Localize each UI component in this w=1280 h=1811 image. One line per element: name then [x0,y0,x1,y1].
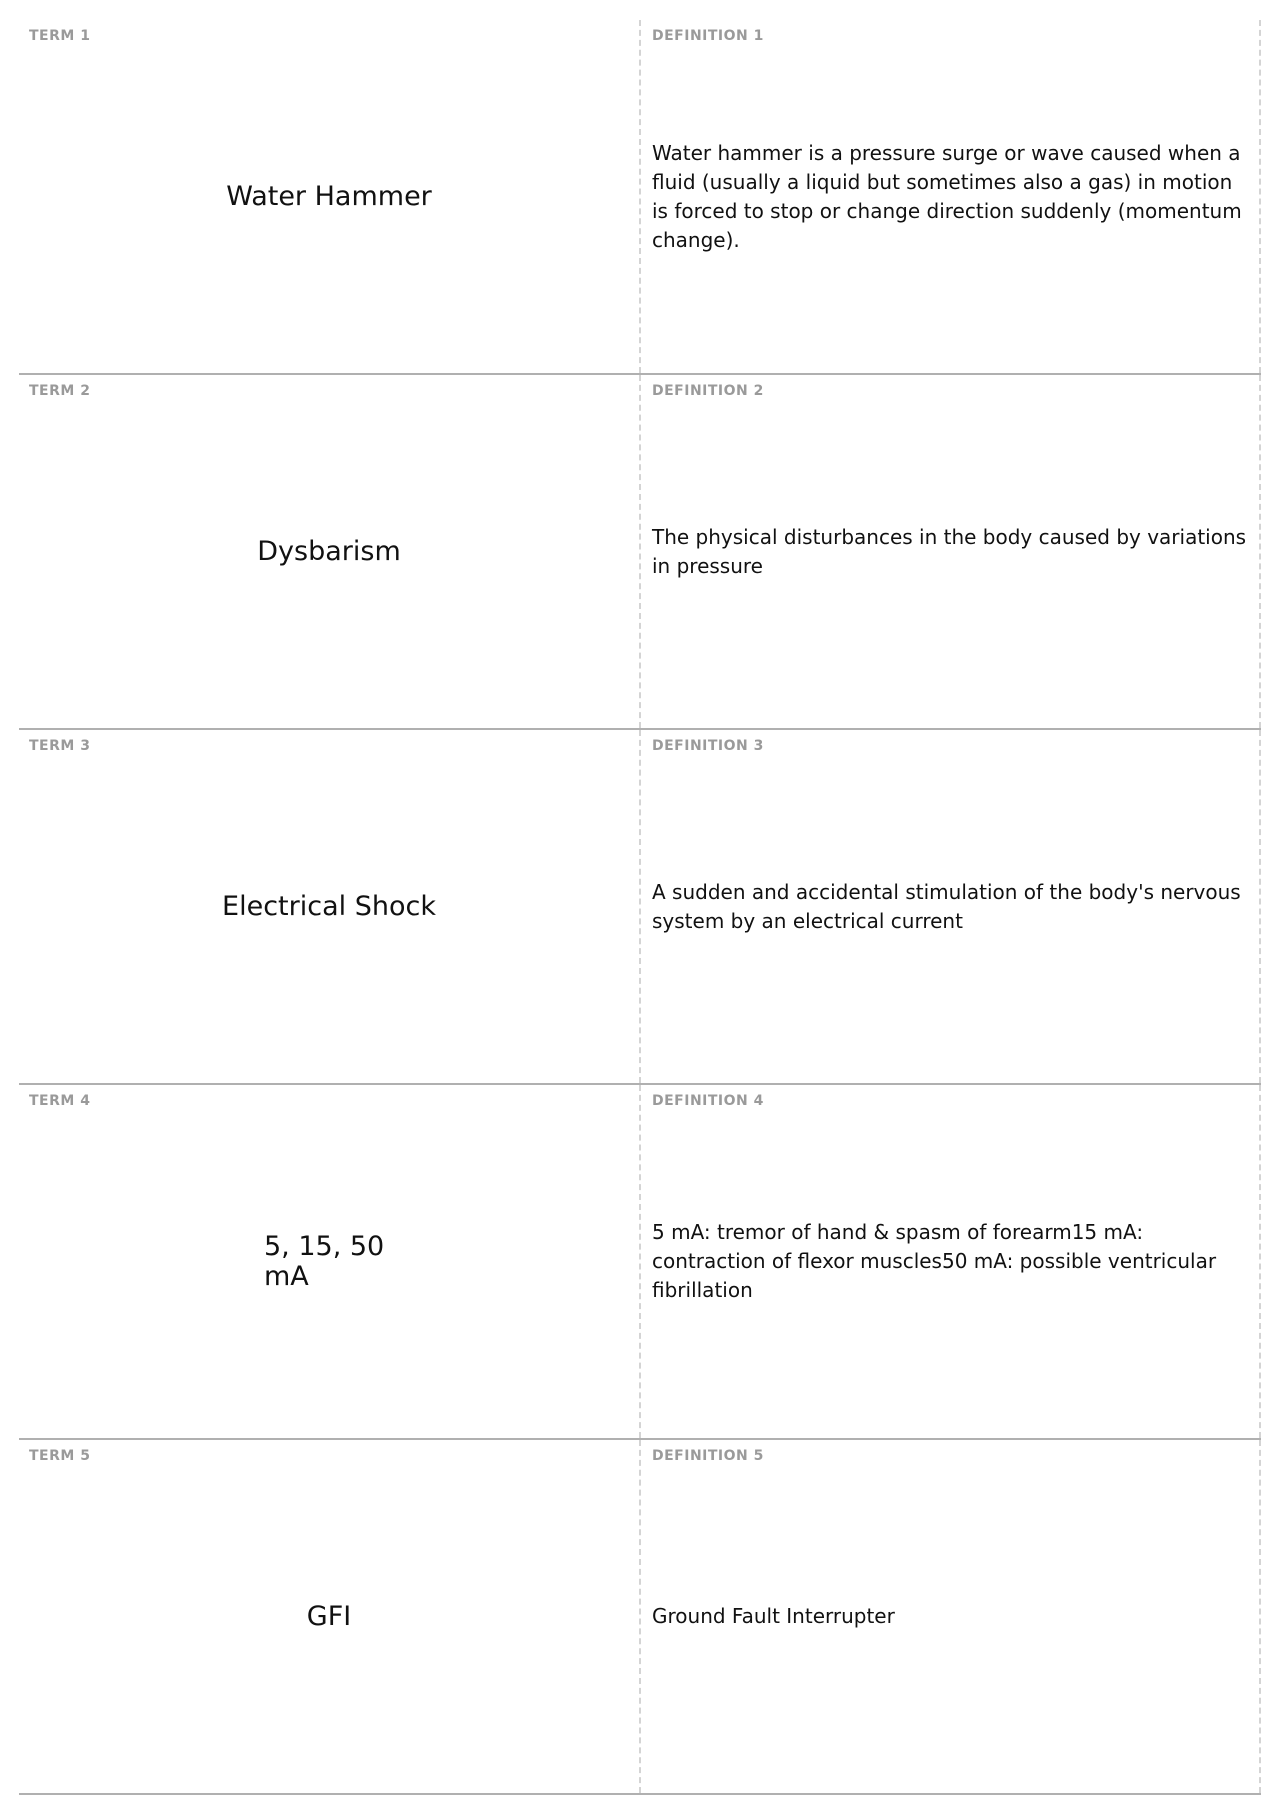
definition-text: The physical disturbances in the body caused by variations in pressure [652,524,1247,578]
term-cell [19,375,641,728]
definition-cell [641,1085,1261,1438]
definition-cell [641,730,1261,1083]
definition-cell [641,20,1261,373]
definition-label: DEFINITION 3 [652,738,764,754]
term-text: Water Hammer [226,181,432,212]
definition-text-container [652,1085,1251,1438]
definition-text-container [652,375,1251,728]
term-cell [19,730,641,1083]
definition-text-container [652,20,1251,373]
term-text: GFI [306,1601,352,1632]
flashcard-row-4 [19,1085,1261,1440]
term-label: TERM 2 [29,383,91,399]
definition-label: DEFINITION 2 [652,383,764,399]
flashcard-row-3 [19,730,1261,1085]
term-label: TERM 3 [29,738,91,754]
term-cell [19,1085,641,1438]
definition-text-container [652,1440,1251,1793]
definition-label: DEFINITION 5 [652,1448,764,1464]
term-label: TERM 1 [29,28,91,44]
term-text: Electrical Shock [222,891,436,922]
term-text: Dysbarism [257,536,401,567]
term-text-container [19,1085,639,1438]
term-text: 5, 15, 50 mA [264,1230,385,1292]
flashcard-row-5 [19,1440,1261,1795]
flashcard-row-2 [19,375,1261,730]
definition-text: A sudden and accidental stimulation of the body's nervous system by an electrical current [652,879,1241,933]
term-text-container [19,1440,639,1793]
term-text-container [19,730,639,1083]
term-label: TERM 4 [29,1093,91,1109]
definition-text-container [652,730,1251,1083]
term-label: TERM 5 [29,1448,91,1464]
flashcard-sheet [19,20,1261,1801]
definition-cell [641,1440,1261,1793]
term-cell [19,1440,641,1793]
definition-label: DEFINITION 4 [652,1093,764,1109]
definition-cell [641,375,1261,728]
definition-label: DEFINITION 1 [652,28,764,44]
term-text-container [19,375,639,728]
term-cell [19,20,641,373]
definition-text: 5 mA: tremor of hand & spasm of forearm15 mA: contraction of flexor muscles50 mA: possible ventricular fibrillation [652,1220,1217,1302]
term-text-container [19,20,639,373]
flashcard-row-1 [19,20,1261,375]
definition-text: Water hammer is a pressure surge or wave caused when a fluid (usually a liquid but sometimes also a gas) in motion is forced to stop or change direction suddenly (momentum change). [652,140,1242,252]
definition-text: Ground Fault Interrupter [652,1604,895,1628]
